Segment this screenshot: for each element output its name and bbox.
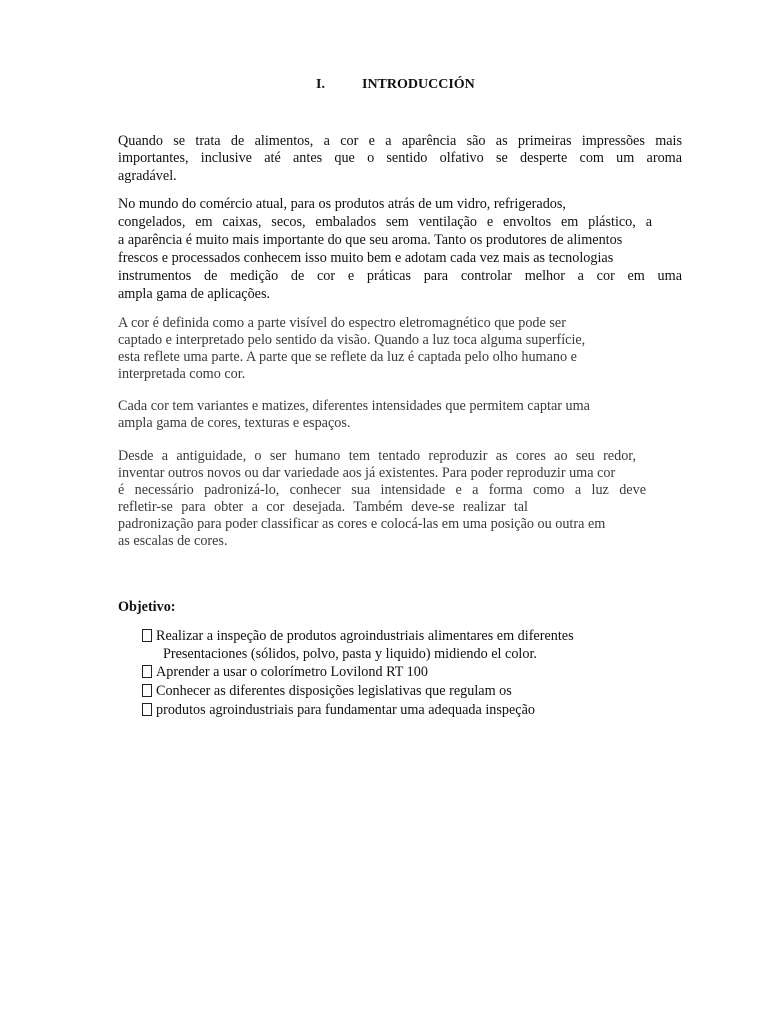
objetivo-item-1 — [142, 628, 574, 645]
objetivo-item-2 — [142, 664, 428, 681]
paragraph-3-line-3: esta reflete uma parte. A parte que se reflete da luz é captada pelo olho humano e — [118, 349, 577, 365]
paragraph-1-line-2: importantes, inclusive até antes que o sentido olfativo se desperte com um aroma — [118, 150, 682, 166]
paragraph-3-line-2: captado e interpretado pelo sentido da visão. Quando a luz toca alguma superfície, — [118, 332, 586, 348]
paragraph-4-line-2: ampla gama de cores, texturas e espaços. — [118, 415, 351, 431]
paragraph-2-line-3: a aparência é muito mais importante do que seu aroma. Tanto os produtores de alimentos — [118, 232, 623, 248]
paragraph-4-line-1: Cada cor tem variantes e matizes, diferentes intensidades que permitem captar uma — [118, 398, 590, 414]
paragraph-5-line-1: Desde a antiguidade, o ser humano tem tentado reproduzir as cores ao seu redor, — [118, 448, 636, 464]
paragraph-1-line-3: agradável. — [118, 168, 177, 184]
objetivo-heading: Objetivo: — [118, 599, 176, 615]
checkbox-glyph-icon — [142, 684, 152, 697]
section-title: INTRODUCCIÓN — [362, 77, 475, 92]
paragraph-5-line-3: é necessário padronizá-lo, conhecer sua intensidade e a forma como a luz deve — [118, 482, 646, 498]
objetivo-item-4 — [142, 702, 535, 719]
paragraph-2-line-2: congelados, em caixas, secos, embalados sem ventilação e envoltos em plástico, a — [118, 214, 652, 230]
objetivo-item-2-text: Aprender a usar o colorímetro Lovilond RT 100 — [156, 664, 428, 680]
section-number: I. — [316, 77, 325, 92]
paragraph-2-line-6: ampla gama de aplicações. — [118, 286, 271, 302]
section-heading — [316, 77, 475, 93]
objetivo-item-1-continuation: Presentaciones (sólidos, polvo, pasta y liquido) midiendo el color. — [163, 646, 537, 662]
checkbox-glyph-icon — [142, 629, 152, 642]
checkbox-glyph-icon — [142, 665, 152, 678]
objetivo-item-3 — [142, 683, 512, 700]
paragraph-2-line-1: No mundo do comércio atual, para os produtos atrás de um vidro, refrigerados, — [118, 196, 566, 212]
paragraph-5-line-6: as escalas de cores. — [118, 533, 228, 549]
paragraph-2-line-5: instrumentos de medição de cor e práticas para controlar melhor a cor em uma — [118, 268, 682, 284]
paragraph-2-line-4: frescos e processados conhecem isso muito bem e adotam cada vez mais as tecnologias — [118, 250, 614, 266]
paragraph-3-line-4: interpretada como cor. — [118, 366, 246, 382]
checkbox-glyph-icon — [142, 703, 152, 716]
objetivo-item-4-text: produtos agroindustriais para fundamentar uma adequada inspeção — [156, 702, 535, 718]
paragraph-5-line-4: refletir-se para obter a cor desejada. Também deve-se realizar tal — [118, 499, 528, 515]
paragraph-5-line-5: padronização para poder classificar as cores e colocá-las em uma posição ou outra em — [118, 516, 606, 532]
paragraph-3-line-1: A cor é definida como a parte visível do espectro eletromagnético que pode ser — [118, 315, 566, 331]
objetivo-item-1-text: Realizar a inspeção de produtos agroindustriais alimentares em diferentes — [156, 628, 574, 644]
objetivo-item-3-text: Conhecer as diferentes disposições legislativas que regulam os — [156, 683, 512, 699]
paragraph-5-line-2: inventar outros novos ou dar variedade aos já existentes. Para poder reproduzir uma cor — [118, 465, 616, 481]
paragraph-1-line-1: Quando se trata de alimentos, a cor e a aparência são as primeiras impressões mais — [118, 133, 682, 149]
